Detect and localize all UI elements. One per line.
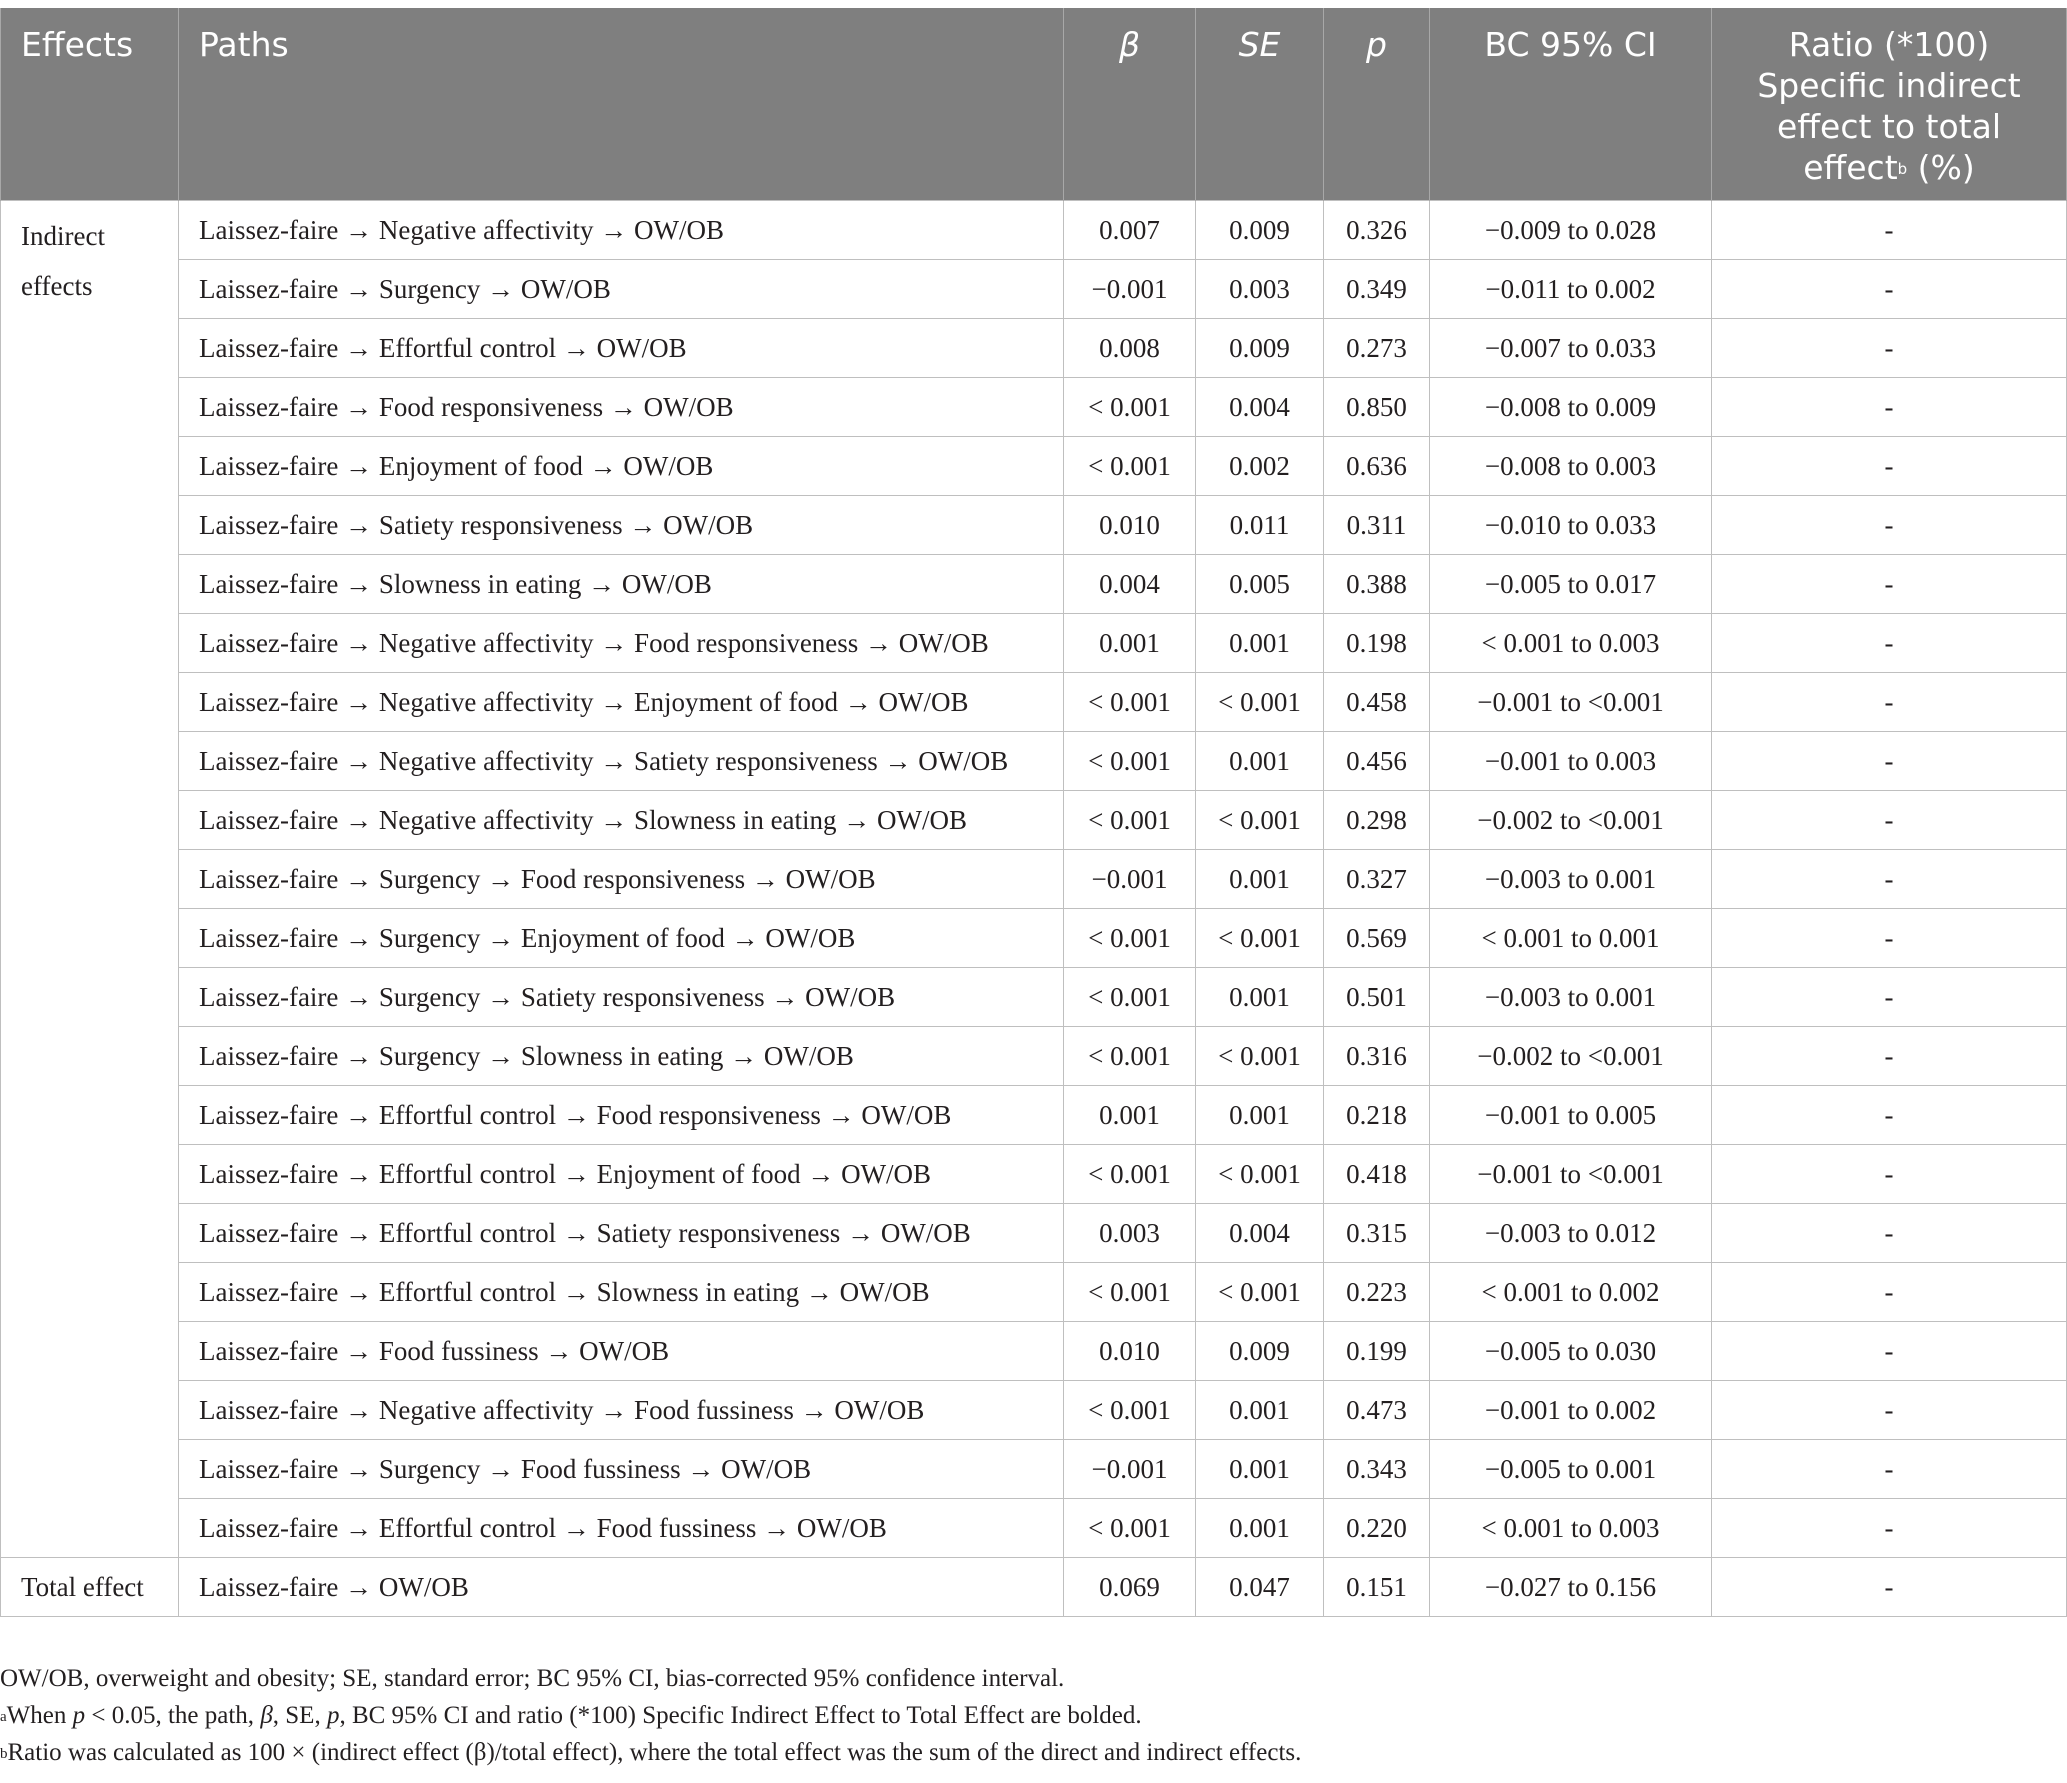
- p-cell: 0.198: [1324, 614, 1430, 673]
- ratio-cell: -: [1712, 673, 2067, 732]
- ci-cell: < 0.001 to 0.002: [1430, 1263, 1712, 1322]
- table-row: [1, 1204, 2067, 1263]
- header-beta: [1064, 8, 1196, 201]
- table-row: [1, 1499, 2067, 1558]
- beta-cell: < 0.001: [1064, 791, 1196, 850]
- se-cell: 0.001: [1196, 614, 1324, 673]
- se-cell: 0.001: [1196, 1086, 1324, 1145]
- footnote-a-text-3: , SE,: [272, 1702, 327, 1729]
- ci-cell: < 0.001 to 0.001: [1430, 909, 1712, 968]
- p-cell: 0.220: [1324, 1499, 1430, 1558]
- path-cell: Laissez-faire → Enjoyment of food → OW/OB: [179, 437, 1064, 496]
- ratio-cell: -: [1712, 614, 2067, 673]
- ratio-cell: -: [1712, 1499, 2067, 1558]
- header-se-label: SE: [1238, 25, 1281, 64]
- p-cell: 0.311: [1324, 496, 1430, 555]
- beta-cell: 0.001: [1064, 1086, 1196, 1145]
- ci-cell: −0.027 to 0.156: [1430, 1558, 1712, 1617]
- path-cell: Laissez-faire → Satiety responsiveness → OW/OB: [179, 496, 1064, 555]
- p-cell: 0.327: [1324, 850, 1430, 909]
- path-cell: Laissez-faire → Slowness in eating → OW/OB: [179, 555, 1064, 614]
- ratio-cell: -: [1712, 1263, 2067, 1322]
- ratio-cell: -: [1712, 850, 2067, 909]
- path-cell: Laissez-faire → Negative affectivity → Food fussiness → OW/OB: [179, 1381, 1064, 1440]
- se-cell: 0.004: [1196, 1204, 1324, 1263]
- se-cell: < 0.001: [1196, 791, 1324, 850]
- footnote-a-p: p: [72, 1702, 86, 1729]
- ci-cell: −0.001 to <0.001: [1430, 1145, 1712, 1204]
- footnote-a-beta: β: [260, 1702, 273, 1729]
- beta-cell: 0.008: [1064, 319, 1196, 378]
- beta-cell: < 0.001: [1064, 378, 1196, 437]
- p-cell: 0.636: [1324, 437, 1430, 496]
- table-row: [1, 968, 2067, 1027]
- ci-cell: −0.003 to 0.012: [1430, 1204, 1712, 1263]
- table-row: [1, 1145, 2067, 1204]
- beta-cell: 0.004: [1064, 555, 1196, 614]
- table-row: [1, 1381, 2067, 1440]
- beta-cell: < 0.001: [1064, 909, 1196, 968]
- p-cell: 0.473: [1324, 1381, 1430, 1440]
- ratio-cell: -: [1712, 378, 2067, 437]
- beta-cell: < 0.001: [1064, 1499, 1196, 1558]
- header-ratio-line4-post: (%): [1907, 148, 1975, 187]
- ratio-cell: -: [1712, 201, 2067, 260]
- path-cell: Laissez-faire → Food fussiness → OW/OB: [179, 1322, 1064, 1381]
- se-cell: < 0.001: [1196, 1263, 1324, 1322]
- table-footnotes: [0, 1660, 2067, 1771]
- beta-cell: < 0.001: [1064, 1145, 1196, 1204]
- header-ratio-line4: [1803, 148, 1975, 187]
- ratio-cell: -: [1712, 260, 2067, 319]
- path-cell: Laissez-faire → Surgency → Satiety responsiveness → OW/OB: [179, 968, 1064, 1027]
- table-row: [1, 555, 2067, 614]
- ratio-cell: -: [1712, 909, 2067, 968]
- se-cell: 0.009: [1196, 319, 1324, 378]
- ratio-cell: -: [1712, 1145, 2067, 1204]
- se-cell: 0.001: [1196, 968, 1324, 1027]
- se-cell: 0.001: [1196, 1499, 1324, 1558]
- ci-cell: −0.010 to 0.033: [1430, 496, 1712, 555]
- table-row: [1, 1027, 2067, 1086]
- path-cell: Laissez-faire → Negative affectivity → Slowness in eating → OW/OB: [179, 791, 1064, 850]
- p-cell: 0.343: [1324, 1440, 1430, 1499]
- path-cell: Laissez-faire → Surgency → OW/OB: [179, 260, 1064, 319]
- ratio-cell: -: [1712, 1322, 2067, 1381]
- ci-cell: −0.001 to 0.003: [1430, 732, 1712, 791]
- p-cell: 0.199: [1324, 1322, 1430, 1381]
- p-cell: 0.418: [1324, 1145, 1430, 1204]
- beta-cell: 0.003: [1064, 1204, 1196, 1263]
- path-cell: Laissez-faire → Surgency → Food fussiness → OW/OB: [179, 1440, 1064, 1499]
- ratio-cell: -: [1712, 1440, 2067, 1499]
- ci-cell: < 0.001 to 0.003: [1430, 1499, 1712, 1558]
- beta-cell: 0.007: [1064, 201, 1196, 260]
- header-paths: Paths: [179, 8, 1064, 201]
- footnote-a-text-2: < 0.05, the path,: [85, 1702, 261, 1729]
- ci-cell: −0.003 to 0.001: [1430, 968, 1712, 1027]
- table-row: [1, 496, 2067, 555]
- header-ratio-line1: Ratio (*100): [1788, 25, 1990, 64]
- path-cell: Laissez-faire → Negative affectivity → Satiety responsiveness → OW/OB: [179, 732, 1064, 791]
- header-ratio: [1712, 8, 2067, 201]
- path-cell: Laissez-faire → Surgency → Slowness in eating → OW/OB: [179, 1027, 1064, 1086]
- beta-cell: < 0.001: [1064, 968, 1196, 1027]
- ci-cell: −0.005 to 0.001: [1430, 1440, 1712, 1499]
- group-label-total: Total effect: [1, 1558, 179, 1617]
- header-ratio-line2: Specific indirect: [1757, 66, 2021, 105]
- path-cell: Laissez-faire → Surgency → Enjoyment of food → OW/OB: [179, 909, 1064, 968]
- se-cell: 0.009: [1196, 201, 1324, 260]
- p-cell: 0.349: [1324, 260, 1430, 319]
- ci-cell: −0.002 to <0.001: [1430, 1027, 1712, 1086]
- table-row: [1, 260, 2067, 319]
- footnote-a: [0, 1697, 2067, 1734]
- se-cell: 0.047: [1196, 1558, 1324, 1617]
- ci-cell: −0.007 to 0.033: [1430, 319, 1712, 378]
- path-cell: Laissez-faire → Effortful control → Satiety responsiveness → OW/OB: [179, 1204, 1064, 1263]
- ci-cell: −0.001 to 0.002: [1430, 1381, 1712, 1440]
- beta-cell: < 0.001: [1064, 1263, 1196, 1322]
- p-cell: 0.501: [1324, 968, 1430, 1027]
- ci-cell: −0.008 to 0.009: [1430, 378, 1712, 437]
- beta-cell: 0.010: [1064, 496, 1196, 555]
- ci-cell: −0.002 to <0.001: [1430, 791, 1712, 850]
- ci-cell: −0.008 to 0.003: [1430, 437, 1712, 496]
- table-body: [1, 201, 2067, 1617]
- header-beta-label: β: [1118, 25, 1141, 64]
- p-cell: 0.326: [1324, 201, 1430, 260]
- path-cell: Laissez-faire → Effortful control → Food fussiness → OW/OB: [179, 1499, 1064, 1558]
- beta-cell: < 0.001: [1064, 673, 1196, 732]
- p-cell: 0.223: [1324, 1263, 1430, 1322]
- ratio-cell: -: [1712, 319, 2067, 378]
- se-cell: < 0.001: [1196, 1145, 1324, 1204]
- p-cell: 0.151: [1324, 1558, 1430, 1617]
- ci-cell: −0.011 to 0.002: [1430, 260, 1712, 319]
- table-row: [1, 319, 2067, 378]
- p-cell: 0.315: [1324, 1204, 1430, 1263]
- ratio-cell: -: [1712, 732, 2067, 791]
- header-p-label: p: [1366, 25, 1387, 64]
- ratio-cell: -: [1712, 791, 2067, 850]
- table-row: [1, 378, 2067, 437]
- p-cell: 0.569: [1324, 909, 1430, 968]
- se-cell: 0.001: [1196, 732, 1324, 791]
- ratio-cell: -: [1712, 437, 2067, 496]
- path-cell: Laissez-faire → Negative affectivity → Enjoyment of food → OW/OB: [179, 673, 1064, 732]
- ci-cell: −0.005 to 0.017: [1430, 555, 1712, 614]
- ratio-cell: -: [1712, 496, 2067, 555]
- ci-cell: −0.003 to 0.001: [1430, 850, 1712, 909]
- header-ci: BC 95% CI: [1430, 8, 1712, 201]
- se-cell: < 0.001: [1196, 673, 1324, 732]
- footnote-a-text-1: When: [6, 1702, 73, 1729]
- ci-cell: < 0.001 to 0.003: [1430, 614, 1712, 673]
- se-cell: 0.009: [1196, 1322, 1324, 1381]
- table-row: [1, 673, 2067, 732]
- header-p: [1324, 8, 1430, 201]
- se-cell: 0.003: [1196, 260, 1324, 319]
- path-cell: Laissez-faire → Effortful control → Slowness in eating → OW/OB: [179, 1263, 1064, 1322]
- table-row: [1, 791, 2067, 850]
- beta-cell: 0.001: [1064, 614, 1196, 673]
- beta-cell: −0.001: [1064, 850, 1196, 909]
- se-cell: 0.001: [1196, 850, 1324, 909]
- header-se: [1196, 8, 1324, 201]
- ratio-cell: -: [1712, 1204, 2067, 1263]
- ci-cell: −0.001 to 0.005: [1430, 1086, 1712, 1145]
- p-cell: 0.273: [1324, 319, 1430, 378]
- path-cell: Laissez-faire → Negative affectivity → OW/OB: [179, 201, 1064, 260]
- ratio-cell: -: [1712, 1558, 2067, 1617]
- p-cell: 0.456: [1324, 732, 1430, 791]
- beta-cell: < 0.001: [1064, 1381, 1196, 1440]
- table-row: [1, 1086, 2067, 1145]
- table-row: [1, 850, 2067, 909]
- results-table-container: [0, 8, 2067, 1617]
- table-row: [1, 201, 2067, 260]
- table-row: [1, 1322, 2067, 1381]
- p-cell: 0.388: [1324, 555, 1430, 614]
- ci-cell: −0.001 to <0.001: [1430, 673, 1712, 732]
- path-cell: Laissez-faire → Effortful control → OW/OB: [179, 319, 1064, 378]
- mediation-results-table: [0, 8, 2067, 1617]
- p-cell: 0.218: [1324, 1086, 1430, 1145]
- table-row: [1, 1263, 2067, 1322]
- se-cell: 0.001: [1196, 1381, 1324, 1440]
- beta-cell: −0.001: [1064, 260, 1196, 319]
- path-cell: Laissez-faire → Surgency → Food responsiveness → OW/OB: [179, 850, 1064, 909]
- footnote-b-marker: b: [0, 1746, 8, 1762]
- se-cell: < 0.001: [1196, 1027, 1324, 1086]
- ratio-cell: -: [1712, 968, 2067, 1027]
- ci-cell: −0.009 to 0.028: [1430, 201, 1712, 260]
- table-row: [1, 437, 2067, 496]
- ratio-cell: -: [1712, 555, 2067, 614]
- path-cell: Laissez-faire → Food responsiveness → OW/OB: [179, 378, 1064, 437]
- beta-cell: 0.069: [1064, 1558, 1196, 1617]
- se-cell: 0.011: [1196, 496, 1324, 555]
- path-cell: Laissez-faire → Effortful control → Enjoyment of food → OW/OB: [179, 1145, 1064, 1204]
- ratio-cell: -: [1712, 1086, 2067, 1145]
- ratio-cell: -: [1712, 1027, 2067, 1086]
- beta-cell: < 0.001: [1064, 437, 1196, 496]
- footnote-a-text-4: , BC 95% CI and ratio (*100) Specific Indirect Effect to Total Effect are bolded.: [339, 1702, 1142, 1729]
- beta-cell: 0.010: [1064, 1322, 1196, 1381]
- table-row: [1, 614, 2067, 673]
- table-row-total: [1, 1558, 2067, 1617]
- header-ratio-line3: effect to total: [1777, 107, 2001, 146]
- path-cell: Laissez-faire → Effortful control → Food responsiveness → OW/OB: [179, 1086, 1064, 1145]
- table-row: [1, 732, 2067, 791]
- footnote-a-marker: a: [0, 1709, 7, 1725]
- se-cell: 0.005: [1196, 555, 1324, 614]
- beta-cell: −0.001: [1064, 1440, 1196, 1499]
- path-cell: Laissez-faire → OW/OB: [179, 1558, 1064, 1617]
- p-cell: 0.458: [1324, 673, 1430, 732]
- header-ratio-line4-pre: effect: [1803, 148, 1898, 187]
- table-header-row: [1, 8, 2067, 201]
- ci-cell: −0.005 to 0.030: [1430, 1322, 1712, 1381]
- beta-cell: < 0.001: [1064, 732, 1196, 791]
- header-effects: Effects: [1, 8, 179, 201]
- footnote-abbreviations: OW/OB, overweight and obesity; SE, standard error; BC 95% CI, bias-corrected 95% confidence interval.: [0, 1665, 1065, 1692]
- se-cell: 0.001: [1196, 1440, 1324, 1499]
- p-cell: 0.850: [1324, 378, 1430, 437]
- ratio-cell: -: [1712, 1381, 2067, 1440]
- path-cell: Laissez-faire → Negative affectivity → Food responsiveness → OW/OB: [179, 614, 1064, 673]
- p-cell: 0.298: [1324, 791, 1430, 850]
- table-row: [1, 909, 2067, 968]
- p-cell: 0.316: [1324, 1027, 1430, 1086]
- footnote-b-text: Ratio was calculated as 100 × (indirect effect (β)/total effect), where the total effect was the sum of the direct and indirect effects.: [7, 1739, 1302, 1766]
- se-cell: 0.002: [1196, 437, 1324, 496]
- header-ratio-sup: b: [1897, 160, 1908, 178]
- footnote-b: [0, 1734, 2067, 1771]
- se-cell: < 0.001: [1196, 909, 1324, 968]
- table-row: [1, 1440, 2067, 1499]
- group-label-indirect: Indirect effects: [1, 201, 179, 1558]
- footnote-a-p2: p: [326, 1702, 340, 1729]
- se-cell: 0.004: [1196, 378, 1324, 437]
- beta-cell: < 0.001: [1064, 1027, 1196, 1086]
